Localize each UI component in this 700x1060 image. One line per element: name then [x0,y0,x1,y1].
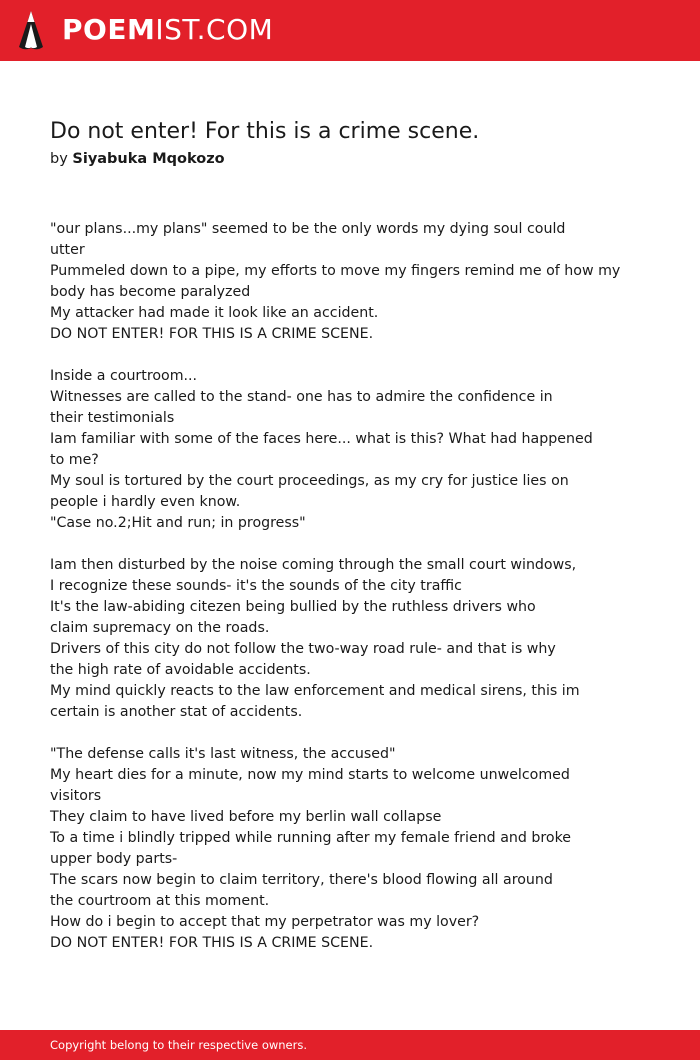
poem-line: visitors [50,788,102,804]
poem-body [50,219,650,975]
brand-bold: POEM [62,13,156,46]
poem-line: Witnesses are called to the stand- one has to admire the confidence in [50,389,553,405]
poem-line: The scars now begin to claim territory, there's blood flowing all around [50,872,553,888]
poem-line: My soul is tortured by the court proceedings, as my cry for justice lies on [50,473,569,489]
poem-line: body has become paralyzed [50,284,251,300]
stanza [50,744,650,954]
poem-line: DO NOT ENTER! FOR THIS IS A CRIME SCENE. [50,326,374,342]
poem-line: claim supremacy on the roads. [50,620,270,636]
site-logo[interactable] [62,13,273,47]
poem-line: "our plans...my plans" seemed to be the only words my dying soul could [50,221,566,237]
poem-line: Inside a courtroom... [50,368,198,384]
poem-line: the high rate of avoidable accidents. [50,662,311,678]
poem-line: the courtroom at this moment. [50,893,270,909]
poem-line: certain is another stat of accidents. [50,704,303,720]
author-name: Siyabuka Mqokozo [72,151,225,167]
poem-line: Iam then disturbed by the noise coming through the small court windows, [50,557,577,573]
poem-line: My attacker had made it look like an accident. [50,305,379,321]
poem-line: their testimonials [50,410,175,426]
stanza [50,219,650,345]
poem-line: Pummeled down to a pipe, my efforts to move my fingers remind me of how my [50,263,621,279]
by-label: by [50,151,68,167]
copyright-notice: Copyright belong to their respective owners. [50,1038,308,1052]
poem-line: I recognize these sounds- it's the sounds of the city traffic [50,578,462,594]
poem-line: Iam familiar with some of the faces here... what is this? What had happened [50,431,593,447]
pencil-tip-icon [18,10,44,52]
poem-title: Do not enter! For this is a crime scene. [50,119,480,144]
stanza [50,555,650,723]
poem-line: utter [50,242,85,258]
poem-line: To a time i blindly tripped while running after my female friend and broke [50,830,572,846]
poem-line: "The defense calls it's last witness, the accused" [50,746,396,762]
poem-line: DO NOT ENTER! FOR THIS IS A CRIME SCENE. [50,935,374,951]
poem-line: My heart dies for a minute, now my mind starts to welcome unwelcomed [50,767,570,783]
stanza [50,366,650,534]
byline [50,149,225,169]
site-footer [0,1030,700,1060]
poem-line: upper body parts- [50,851,178,867]
brand-light: IST.COM [155,13,274,46]
site-header [0,0,700,61]
poem-line: "Case no.2;Hit and run; in progress" [50,515,306,531]
poem-line: to me? [50,452,99,468]
poem-line: They claim to have lived before my berlin wall collapse [50,809,442,825]
poem-line: My mind quickly reacts to the law enforcement and medical sirens, this im [50,683,580,699]
poem-line: people i hardly even know. [50,494,241,510]
poem-line: It's the law-abiding citezen being bullied by the ruthless drivers who [50,599,536,615]
poem-line: Drivers of this city do not follow the two-way road rule- and that is why [50,641,556,657]
poem-line: How do i begin to accept that my perpetrator was my lover? [50,914,480,930]
